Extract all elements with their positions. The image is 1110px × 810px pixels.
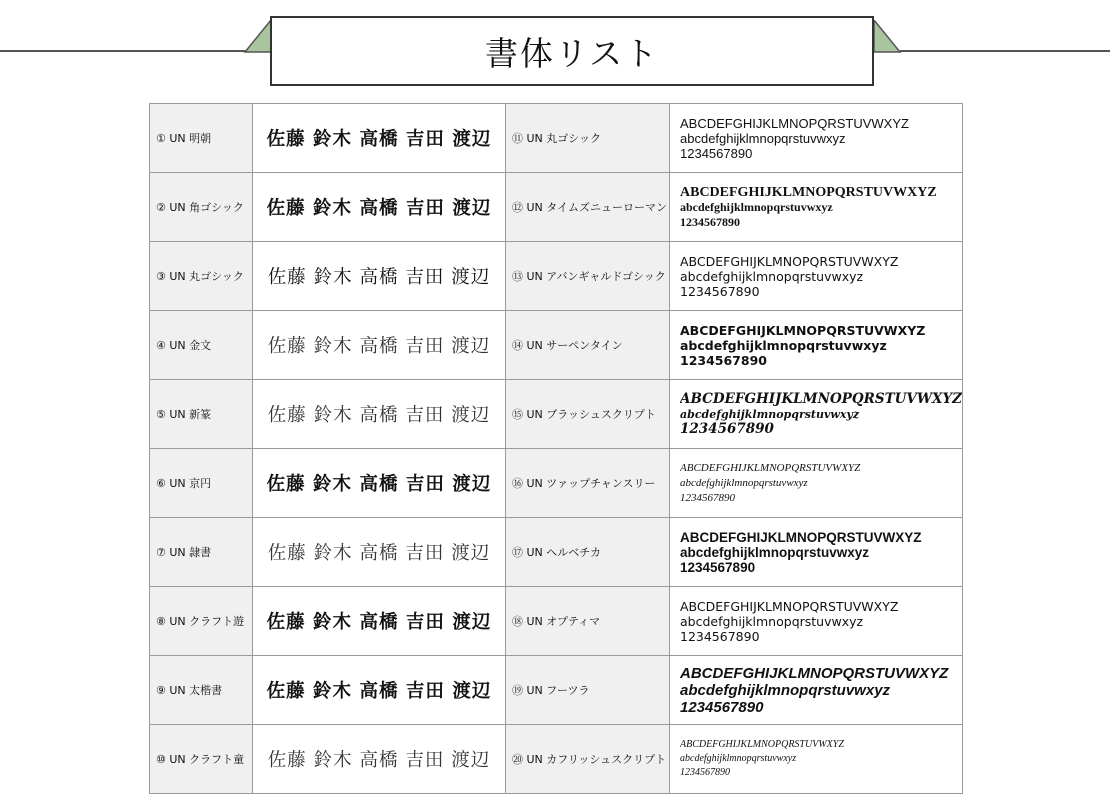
header-wing-left [243,20,273,54]
font-name: ⑬ UN アバンギャルドゴシック [506,242,670,311]
uppercase-line: ABCDEFGHIJKLMNOPQRSTUVWXYZ [680,115,909,131]
digits-line: 1234567890 [680,698,764,716]
digits-line: 1234567890 [680,767,730,778]
font-sample: 佐藤 鈴木 高橋 吉田 渡辺 [253,311,506,380]
table-row [150,656,963,725]
alphabet-sample [670,380,963,449]
font-name: ⑮ UN ブラッシュスクリプト [506,380,670,449]
lowercase-line: abcdefghijklmnopqrstuvwxyz [680,613,864,629]
digits-line: 1234567890 [680,491,735,504]
table-row [150,587,963,656]
table-row [150,242,963,311]
alphabet-sample [670,311,963,380]
header-rule-right [900,50,1110,52]
font-name: ⑧ UN クラフト遊 [150,587,253,656]
uppercase-line: ABCDEFGHIJKLMNOPQRSTUVWXYZ [680,598,899,614]
uppercase-line: ABCDEFGHIJKLMNOPQRSTUVWXYZ [680,184,937,200]
lowercase-line: abcdefghijklmnopqrstuvwxyz [680,753,797,764]
uppercase-line: ABCDEFGHIJKLMNOPQRSTUVWXYZ [680,322,926,338]
alphabet-sample [670,518,963,587]
lowercase-line: abcdefghijklmnopqrstuvwxyz [680,130,846,146]
digits-line: 1234567890 [680,559,756,575]
font-name: ⑪ UN 丸ゴシック [506,104,670,173]
font-name: ④ UN 金文 [150,311,253,380]
digits-line: 1234567890 [680,421,774,437]
table-row [150,518,963,587]
page-title: 書体リスト [484,33,660,73]
font-sample: 佐藤 鈴木 高橋 吉田 渡辺 [253,518,506,587]
font-name: ⑳ UN カフリッシュスクリプト [506,725,670,794]
font-sample: 佐藤 鈴木 高橋 吉田 渡辺 [253,656,506,725]
font-name: ⑩ UN クラフト童 [150,725,253,794]
lowercase-line: abcdefghijklmnopqrstuvwxyz [680,407,860,421]
font-sample: 佐藤 鈴木 高橋 吉田 渡辺 [253,173,506,242]
font-sample: 佐藤 鈴木 高橋 吉田 渡辺 [253,104,506,173]
font-name: ⑤ UN 新篆 [150,380,253,449]
alphabet-sample [670,173,963,242]
digits-line: 1234567890 [680,145,753,161]
uppercase-line: ABCDEFGHIJKLMNOPQRSTUVWXYZ [680,739,844,750]
font-name: ① UN 明朝 [150,104,253,173]
alphabet-sample [670,242,963,311]
digits-line: 1234567890 [680,214,740,229]
header-rule-left [0,50,250,52]
font-name: ⑲ UN フーツラ [506,656,670,725]
font-name: ⑰ UN ヘルベチカ [506,518,670,587]
lowercase-line: abcdefghijklmnopqrstuvwxyz [680,268,864,284]
alphabet-sample [670,449,963,518]
font-sample: 佐藤 鈴木 高橋 吉田 渡辺 [253,449,506,518]
font-name: ⑥ UN 京円 [150,449,253,518]
table-row [150,380,963,449]
font-sample: 佐藤 鈴木 高橋 吉田 渡辺 [253,380,506,449]
font-sample: 佐藤 鈴木 高橋 吉田 渡辺 [253,725,506,794]
header-wing-right [872,20,902,54]
font-sample: 佐藤 鈴木 高橋 吉田 渡辺 [253,242,506,311]
digits-line: 1234567890 [680,283,760,299]
uppercase-line: ABCDEFGHIJKLMNOPQRSTUVWXYZ [680,529,922,545]
font-name: ⑭ UN サーペンタイン [506,311,670,380]
digits-line: 1234567890 [680,628,760,644]
font-name: ⑯ UN ツァップチャンスリー [506,449,670,518]
table-row [150,104,963,173]
alphabet-sample [670,587,963,656]
digits-line: 1234567890 [680,352,767,368]
lowercase-line: abcdefghijklmnopqrstuvwxyz [680,476,808,489]
font-name: ⑨ UN 太楷書 [150,656,253,725]
font-name: ⑱ UN オプティマ [506,587,670,656]
lowercase-line: abcdefghijklmnopqrstuvwxyz [680,199,833,214]
table-row [150,311,963,380]
alphabet-sample [670,725,963,794]
table-row [150,725,963,794]
lowercase-line: abcdefghijklmnopqrstuvwxyz [680,681,891,699]
font-sample: 佐藤 鈴木 高橋 吉田 渡辺 [253,587,506,656]
title-banner [270,16,874,86]
uppercase-line: ABCDEFGHIJKLMNOPQRSTUVWXYZ [680,253,899,269]
alphabet-sample [670,104,963,173]
lowercase-line: abcdefghijklmnopqrstuvwxyz [680,544,870,560]
table-row [150,449,963,518]
uppercase-line: ABCDEFGHIJKLMNOPQRSTUVWXYZ [680,391,962,407]
table-row [150,173,963,242]
lowercase-line: abcdefghijklmnopqrstuvwxyz [680,337,887,353]
font-name: ⑫ UN タイムズニューローマン [506,173,670,242]
alphabet-sample [670,656,963,725]
font-name: ② UN 角ゴシック [150,173,253,242]
font-name: ⑦ UN 隷書 [150,518,253,587]
uppercase-line: ABCDEFGHIJKLMNOPQRSTUVWXYZ [680,461,861,474]
typeface-table [149,103,963,794]
uppercase-line: ABCDEFGHIJKLMNOPQRSTUVWXYZ [680,664,949,682]
font-name: ③ UN 丸ゴシック [150,242,253,311]
